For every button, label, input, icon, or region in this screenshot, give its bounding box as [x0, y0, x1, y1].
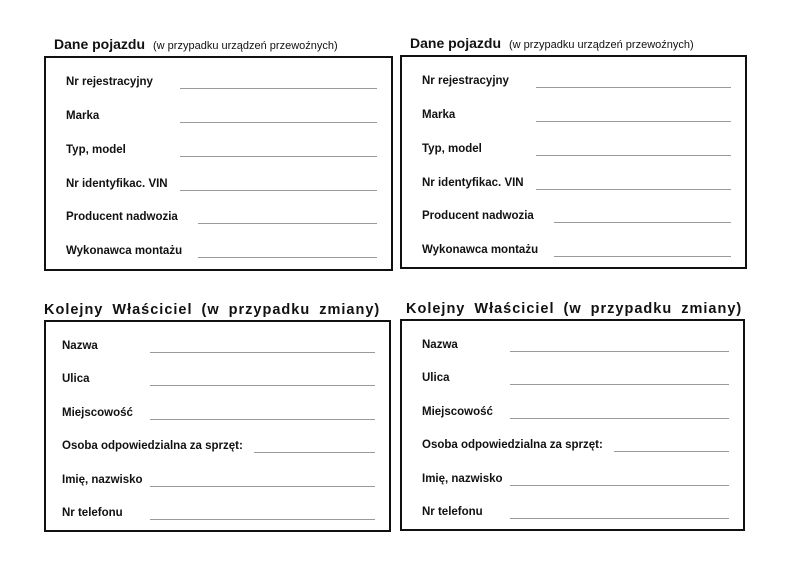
form-row	[46, 340, 389, 360]
form-row	[402, 372, 743, 392]
vehicle-data-title-right	[410, 35, 694, 53]
field-label: Osoba odpowiedzialna za sprzęt:	[422, 439, 603, 451]
form-row	[46, 507, 389, 527]
field-label: Producent nadwozia	[422, 210, 534, 222]
field-label: Osoba odpowiedzialna za sprzęt:	[62, 440, 243, 452]
form-row	[46, 245, 391, 265]
vin-field[interactable]	[536, 189, 731, 190]
field-label: Ulica	[62, 373, 90, 385]
form-row	[46, 474, 389, 494]
field-label: Wykonawca montażu	[66, 245, 183, 257]
typ-model-field[interactable]	[180, 156, 377, 157]
marka-field[interactable]	[536, 121, 731, 122]
field-label: Typ, model	[422, 143, 482, 155]
nazwa-field[interactable]	[150, 352, 375, 353]
form-row	[46, 440, 389, 460]
ulica-field[interactable]	[510, 384, 729, 385]
wykonawca-montazu-field[interactable]	[198, 257, 377, 258]
field-label: Miejscowość	[62, 407, 133, 419]
ulica-field[interactable]	[150, 385, 375, 386]
nr-rejestracyjny-field[interactable]	[180, 88, 377, 89]
form-row	[402, 210, 745, 230]
form-row	[402, 143, 745, 163]
imie-nazwisko-field[interactable]	[510, 485, 729, 486]
form-row	[46, 178, 391, 198]
producent-nadwozia-field[interactable]	[198, 223, 377, 224]
next-owner-title-right	[406, 300, 742, 318]
form-row	[402, 506, 743, 526]
wykonawca-montazu-field[interactable]	[554, 256, 731, 257]
nr-telefonu-field[interactable]	[510, 518, 729, 519]
vin-field[interactable]	[180, 190, 377, 191]
form-row	[402, 473, 743, 493]
field-label: Marka	[422, 109, 456, 121]
section-subtitle: (w przypadku urządzeń przewoźnych)	[509, 39, 694, 51]
field-label: Wykonawca montażu	[422, 244, 539, 256]
vehicle-data-title-left	[54, 36, 338, 54]
next-owner-form-left	[44, 320, 391, 532]
section-title: Kolejny Właściciel (w przypadku zmiany)	[406, 301, 743, 317]
field-label: Nr identyfikac. VIN	[66, 178, 168, 190]
form-row	[46, 144, 391, 164]
field-label: Nr telefonu	[62, 507, 123, 519]
field-label: Nr identyfikac. VIN	[422, 177, 524, 189]
field-label: Nr rejestracyjny	[66, 76, 153, 88]
section-title: Kolejny Właściciel (w przypadku zmiany)	[44, 302, 381, 318]
field-label: Imię, nazwisko	[422, 473, 503, 485]
vehicle-data-form-right	[400, 55, 747, 269]
next-owner-form-right	[400, 319, 745, 531]
field-label: Ulica	[422, 372, 450, 384]
producent-nadwozia-field[interactable]	[554, 222, 731, 223]
form-row	[402, 339, 743, 359]
form-row	[402, 109, 745, 129]
form-row	[402, 406, 743, 426]
field-label: Nazwa	[62, 340, 98, 352]
field-label: Producent nadwozia	[66, 211, 178, 223]
nr-rejestracyjny-field[interactable]	[536, 87, 731, 88]
field-label: Nazwa	[422, 339, 458, 351]
miejscowosc-field[interactable]	[150, 419, 375, 420]
vehicle-data-form-left	[44, 56, 393, 271]
form-row	[402, 177, 745, 197]
field-label: Miejscowość	[422, 406, 493, 418]
next-owner-title-left	[44, 301, 380, 319]
form-row	[46, 76, 391, 96]
osoba-odpowiedzialna-field[interactable]	[254, 452, 375, 453]
field-label: Nr telefonu	[422, 506, 483, 518]
form-row	[402, 75, 745, 95]
nazwa-field[interactable]	[510, 351, 729, 352]
marka-field[interactable]	[180, 122, 377, 123]
nr-telefonu-field[interactable]	[150, 519, 375, 520]
form-row	[46, 211, 391, 231]
form-row	[46, 407, 389, 427]
field-label: Marka	[66, 110, 100, 122]
form-row	[46, 373, 389, 393]
form-row	[46, 110, 391, 130]
section-title: Dane pojazdu	[54, 36, 146, 52]
imie-nazwisko-field[interactable]	[150, 486, 375, 487]
section-title: Dane pojazdu	[410, 35, 502, 51]
form-row	[402, 439, 743, 459]
osoba-odpowiedzialna-field[interactable]	[614, 451, 729, 452]
typ-model-field[interactable]	[536, 155, 731, 156]
field-label: Typ, model	[66, 144, 126, 156]
section-subtitle: (w przypadku urządzeń przewoźnych)	[153, 40, 338, 52]
miejscowosc-field[interactable]	[510, 418, 729, 419]
field-label: Imię, nazwisko	[62, 474, 143, 486]
form-row	[402, 244, 745, 264]
field-label: Nr rejestracyjny	[422, 75, 509, 87]
